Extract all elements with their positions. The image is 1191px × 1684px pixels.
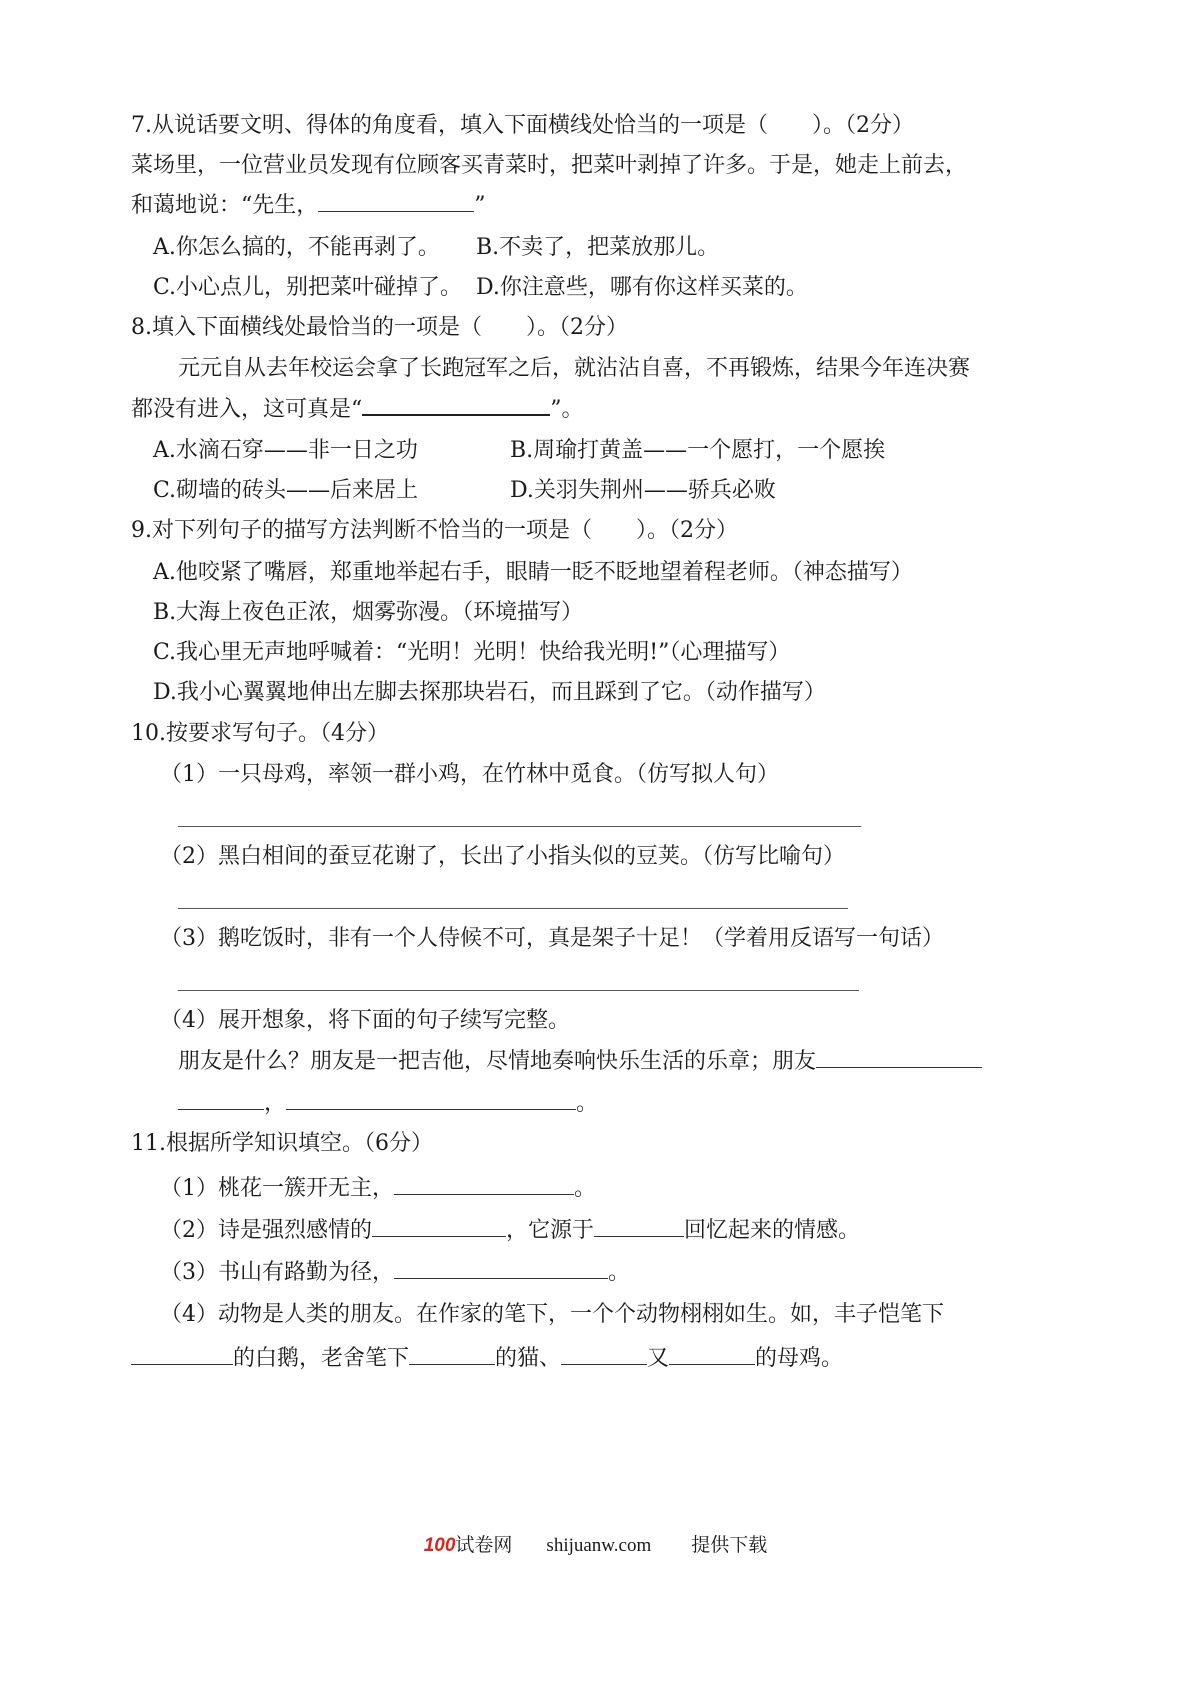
q8-answer-blank[interactable] [362,394,550,416]
q11-sub3-end: 。 [608,1260,631,1285]
q10-sub4: （4）展开想象，将下面的句子续写完整。 [160,1008,570,1033]
q11-sub2 [160,1216,860,1246]
q7-option-b[interactable]: B.不卖了，把菜放那儿。 [476,235,720,260]
q8-context-line1: 元元自从去年校运会拿了长跑冠军之后，就沾沾自喜，不再锻炼，结果今年连决赛 [178,356,971,381]
q9-option-d[interactable]: D.我小心翼翼地伸出左脚去探那块岩石，而且踩到了它。（动作描写） [153,680,826,705]
site-logo-number: 100 [423,1535,456,1556]
q11-sub4-goose: 的白鹅，老舍笔下 [233,1346,410,1371]
q11-sub4-blank-2[interactable] [409,1344,495,1365]
q10-sub4-blank-3[interactable] [286,1089,576,1110]
q10-sub4-continuation [178,1089,598,1119]
q10-sub4-context-text: 朋友是什么？朋友是一把吉他，尽情地奏响快乐生活的乐章；朋友 [178,1049,817,1074]
q11-sub1-blank[interactable] [394,1174,574,1195]
q11-sub4-and: 又 [647,1346,670,1371]
q8-context-line2 [131,394,584,425]
q8-option-a[interactable]: A.水滴石穿——非一日之功 [153,438,418,463]
q11-sub2-blank-2[interactable] [594,1216,684,1237]
q7-context-line1: 菜场里，一位营业员发现有位顾客买青菜时，把菜叶剥掉了许多。于是，她走上前去， [131,153,968,178]
q8-option-c[interactable]: C.砌墙的砖头——后来居上 [153,478,419,503]
q11-sub4-blank-3[interactable] [561,1344,647,1365]
q10-sub2: （2）黑白相间的蚕豆花谢了，长出了小指头似的豆荚。（仿写比喻句） [160,844,845,869]
q7-context-line2 [131,191,486,221]
q11-sub4-hen: 的母鸡。 [755,1346,844,1371]
q9-stem: 9.对下列句子的描写方法判断不恰当的一项是（ ）。（2分） [131,518,738,543]
site-url[interactable]: shijuanw.com [546,1535,652,1556]
q7-context-close-quote: ” [474,193,486,218]
q11-sub3-blank[interactable] [394,1258,608,1279]
q8-option-d[interactable]: D.关羽失荆州——骄兵必败 [510,478,776,503]
q11-stem: 11.根据所学知识填空。（6分） [131,1131,433,1156]
q10-stem: 10.按要求写句子。（4分） [131,721,389,746]
q8-option-b[interactable]: B.周瑜打黄盖——一个愿打，一个愿挨 [510,438,886,463]
q11-sub2-end: 回忆起来的情感。 [684,1218,861,1243]
q7-context-text: 和蔼地说：“先生， [131,193,319,218]
q10-sub3-answer-line[interactable] [178,990,859,991]
q11-sub2-text: （2）诗是强烈感情的 [160,1218,372,1243]
q8-stem: 8.填入下面横线处最恰当的一项是（ ）。（2分） [131,315,628,340]
q7-answer-blank[interactable] [318,191,474,212]
q11-sub1 [160,1174,596,1204]
site-logo-text: 试卷网 [455,1534,513,1556]
q10-sub4-blank-2[interactable] [178,1089,264,1110]
q10-sub3: （3）鹅吃饭时，非有一个人侍候不可，真是架子十足！（学着用反语写一句话） [160,926,944,951]
q11-sub2-blank-1[interactable] [372,1216,506,1237]
page-footer [0,1532,1191,1559]
q10-sub2-answer-line[interactable] [178,908,848,909]
q11-sub1-end: 。 [574,1176,597,1201]
q8-context-text: 都没有进入，这可真是“ [131,397,363,422]
q10-sub4-blank-1[interactable] [816,1047,982,1068]
q8-context-close: ”。 [550,397,584,422]
q11-sub4-blank-1[interactable] [131,1344,233,1365]
q11-sub4-continuation [131,1344,843,1374]
q11-sub4: （4）动物是人类的朋友。在作家的笔下，一个个动物栩栩如生。如，丰子恺笔下 [160,1302,944,1327]
q10-sub4-context [178,1047,982,1077]
q11-sub4-blank-4[interactable] [669,1344,755,1365]
q10-sub1: （1）一只母鸡，率领一群小鸡，在竹林中觅食。（仿写拟人句） [160,762,779,787]
q7-stem: 7.从说话要文明、得体的角度看，填入下面横线处恰当的一项是（ ）。（2分） [131,113,914,138]
q11-sub3-text: （3）书山有路勤为径， [160,1260,394,1285]
q11-sub1-text: （1）桃花一簇开无主， [160,1176,394,1201]
q7-option-c[interactable]: C.小心点儿，别把菜叶碰掉了。 [153,275,463,300]
footer-note: 提供下载 [691,1534,768,1556]
q9-option-b[interactable]: B.大海上夜色正浓，烟雾弥漫。（环境描写） [153,600,584,625]
q9-option-c[interactable]: C.我心里无声地呼喊着：“光明！光明！快给我光明!”（心理描写） [153,640,791,665]
q11-sub2-mid: ，它源于 [506,1218,595,1243]
q10-sub4-period: 。 [576,1091,599,1116]
q7-option-a[interactable]: A.你怎么搞的，不能再剥了。 [153,235,440,260]
q10-sub1-answer-line[interactable] [178,826,861,827]
q7-option-d[interactable]: D.你注意些，哪有你这样买菜的。 [476,275,808,300]
q11-sub4-cat: 的猫、 [495,1346,562,1371]
q10-sub4-comma: ， [264,1091,287,1116]
q11-sub3 [160,1258,630,1288]
q9-option-a[interactable]: A.他咬紧了嘴唇，郑重地举起右手，眼睛一眨不眨地望着程老师。（神态描写） [153,560,913,585]
